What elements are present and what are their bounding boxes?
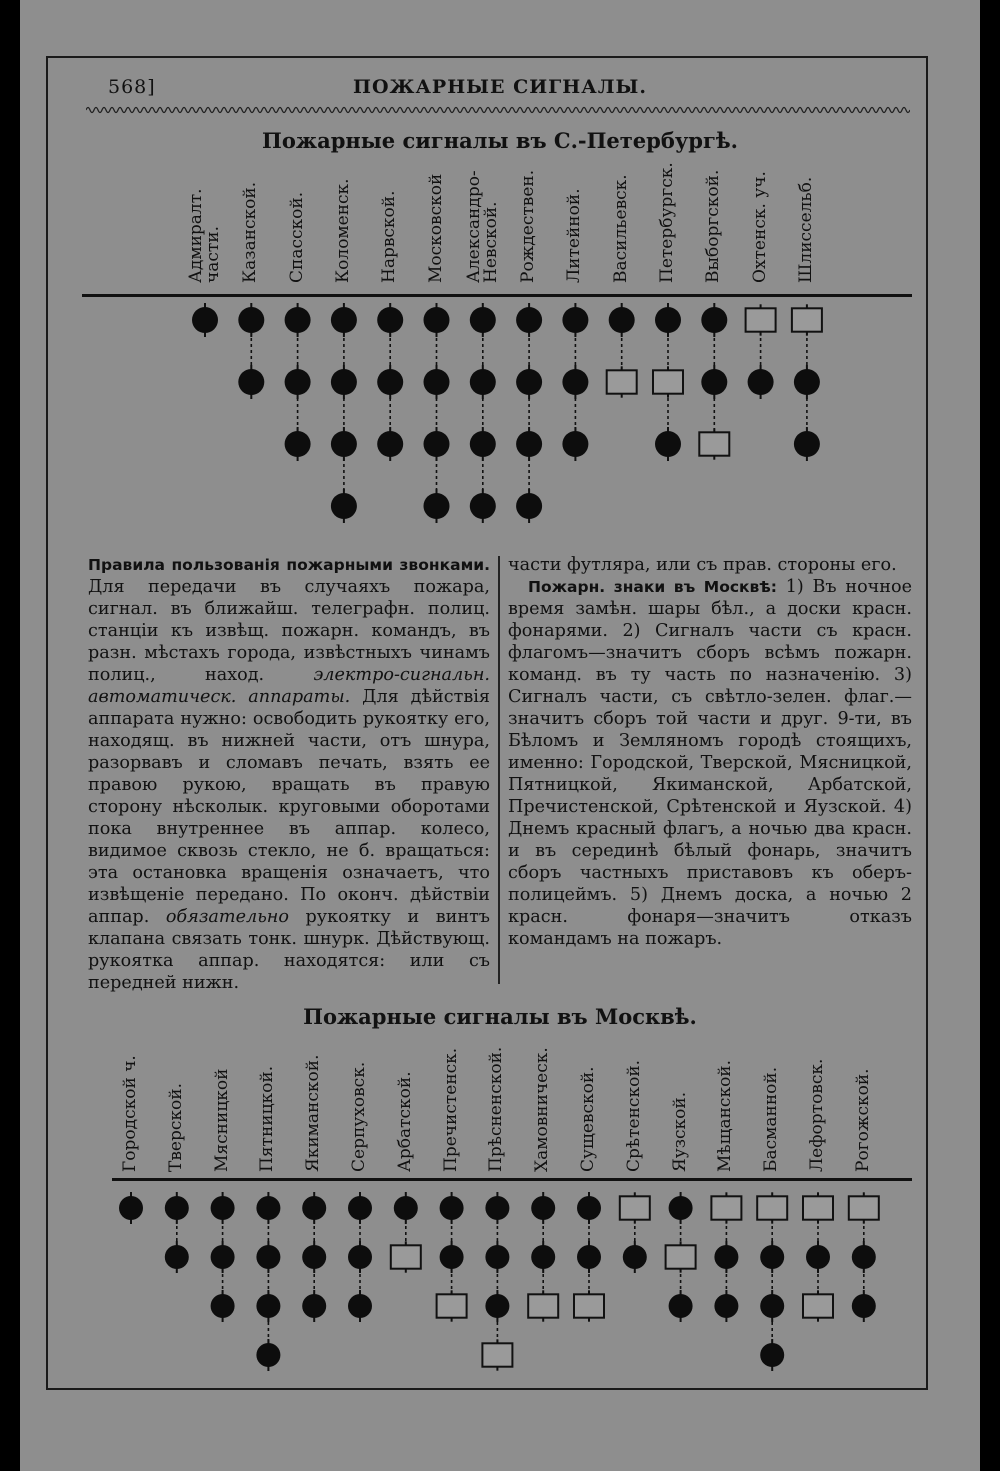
rules-text-3: рукоятку и винтъ клапана связать тонк. шнурк. Дѣйствующ. рукоятка аппар. находятся: или съ передней нижн. bbox=[88, 907, 490, 993]
spb-section-title: Пожарные сигналы въ С.-Петербургѣ. bbox=[262, 128, 738, 153]
signal-ball-icon bbox=[760, 1294, 784, 1318]
signal-ball-icon bbox=[623, 1245, 647, 1269]
signal-ball-icon bbox=[394, 1196, 418, 1220]
signal-ball-icon bbox=[806, 1245, 830, 1269]
moscow-label-13: Мѣщанской. bbox=[715, 1059, 736, 1172]
moscow-label-15: Лефортовск. bbox=[807, 1058, 827, 1172]
signal-square-icon bbox=[620, 1196, 650, 1219]
spb-label-12: Охтенск. уч. bbox=[749, 171, 770, 283]
moscow-signal-column-4 bbox=[302, 1192, 326, 1322]
spb-label-11: Выборгской. bbox=[703, 169, 724, 283]
signal-square-icon bbox=[849, 1196, 879, 1219]
moscow-signal-column-10 bbox=[574, 1192, 604, 1322]
signal-ball-icon bbox=[440, 1245, 464, 1269]
moscow-label-7: Пречистенск. bbox=[440, 1047, 461, 1172]
moscow-label-12: Яузской. bbox=[669, 1091, 690, 1172]
rules-text-2: Для дѣйствія аппарата нужно: освободить рукоятку его, находящ. въ нижней части, отъ шнура, разорвавъ и сломавъ печать, взять ее правою рукою, вращать въ правую сторону нѣсколык. круговыми оборотами пока внутреннее въ аппар. колесо, видимое сквозь стекло, не б. вращаться: эта остановка вращенія означаетъ, что извѣщеніе передано. По оконч. дѣйствіи аппар. bbox=[88, 687, 490, 927]
spb-label-7: Рождествен. bbox=[518, 169, 539, 283]
spb-label-10: Петербургск. bbox=[657, 162, 677, 283]
moscow-signal-column-11 bbox=[620, 1192, 650, 1273]
spb-label-13: Шлиссельб. bbox=[795, 176, 816, 283]
signal-square-icon bbox=[528, 1294, 558, 1317]
signal-square-icon bbox=[803, 1196, 833, 1219]
moscow-signal-column-15 bbox=[803, 1192, 833, 1321]
signal-ball-icon bbox=[348, 1196, 372, 1220]
rules-text-1: Для передачи въ случаяхъ пожара, сигнал. въ ближайш. телеграфн. полиц. станціи къ извѣщ. пожарн. командъ, въ разн. мѣстахъ города, извѣстныхъ чинамъ полиц., наход. bbox=[88, 577, 490, 685]
spb-label-6: Александро- Невской. bbox=[463, 170, 501, 283]
signal-ball-icon bbox=[577, 1245, 601, 1269]
signal-square-icon bbox=[711, 1196, 741, 1219]
signal-square-icon bbox=[757, 1196, 787, 1219]
signal-square-icon bbox=[666, 1245, 696, 1268]
signal-ball-icon bbox=[256, 1343, 280, 1367]
signal-square-icon bbox=[391, 1245, 421, 1268]
moscow-signal-column-9 bbox=[528, 1192, 558, 1322]
signal-ball-icon bbox=[302, 1245, 326, 1269]
rules-italic-2: обязательно bbox=[165, 907, 289, 927]
signal-ball-icon bbox=[714, 1245, 738, 1269]
moscow-label-8: Прѣсненской. bbox=[486, 1046, 507, 1172]
moscow-label-11: Срѣтенской. bbox=[623, 1059, 644, 1172]
moscow-signal-column-12 bbox=[666, 1192, 696, 1322]
rules-continuation: части футляра, или съ прав. стороны его. bbox=[508, 555, 897, 575]
signal-square-icon bbox=[482, 1343, 512, 1366]
moscow-signal-column-6 bbox=[391, 1192, 421, 1273]
moscow-section-title: Пожарные сигналы въ Москвѣ. bbox=[303, 1004, 697, 1029]
moscow-signal-column-5 bbox=[348, 1192, 372, 1322]
signal-ball-icon bbox=[302, 1196, 326, 1220]
signal-ball-icon bbox=[485, 1294, 509, 1318]
signal-square-icon bbox=[574, 1294, 604, 1317]
signal-ball-icon bbox=[211, 1294, 235, 1318]
signal-ball-icon bbox=[485, 1245, 509, 1269]
signal-ball-icon bbox=[485, 1196, 509, 1220]
rules-italic-1: электро-сигнальн. автоматическ. аппараты. bbox=[88, 665, 491, 707]
signal-ball-icon bbox=[760, 1245, 784, 1269]
rules-heading: Правила пользованія пожарными звонками. bbox=[88, 556, 490, 574]
signal-ball-icon bbox=[577, 1196, 601, 1220]
spb-label-9: Васильевск. bbox=[610, 174, 631, 283]
signal-ball-icon bbox=[211, 1196, 235, 1220]
spb-label-1: Казанской. bbox=[240, 181, 261, 283]
moscow-label-5: Серпуховск. bbox=[349, 1061, 369, 1172]
signal-ball-icon bbox=[256, 1196, 280, 1220]
running-title: ПОЖАРНЫЕ СИГНАЛЫ. bbox=[353, 76, 647, 98]
spb-label-8: Литейной. bbox=[564, 188, 585, 283]
moscow-label-6: Арбатской. bbox=[394, 1071, 415, 1172]
moscow-label-9: Хамовническ. bbox=[532, 1047, 553, 1172]
signal-ball-icon bbox=[165, 1245, 189, 1269]
moscow-label-16: Рогожской. bbox=[852, 1068, 873, 1172]
signal-ball-icon bbox=[714, 1294, 738, 1318]
signal-ball-icon bbox=[852, 1245, 876, 1269]
signal-square-icon bbox=[803, 1294, 833, 1317]
signal-ball-icon bbox=[211, 1245, 235, 1269]
moscow-signs-heading: Пожарн. знаки въ Москвѣ: bbox=[528, 578, 777, 596]
signal-ball-icon bbox=[531, 1245, 555, 1269]
spb-label-4: Нарвской. bbox=[379, 190, 400, 283]
moscow-signal-column-3 bbox=[256, 1192, 280, 1371]
signal-square-icon bbox=[437, 1294, 467, 1317]
moscow-signal-column-7 bbox=[437, 1192, 467, 1322]
moscow-label-1: Тверской. bbox=[165, 1083, 186, 1172]
moscow-signal-column-2 bbox=[211, 1192, 235, 1322]
moscow-label-10: Сущевской. bbox=[578, 1066, 598, 1172]
moscow-signal-column-8 bbox=[482, 1192, 512, 1371]
signal-ball-icon bbox=[165, 1196, 189, 1220]
moscow-signal-column-13 bbox=[711, 1192, 741, 1322]
signal-ball-icon bbox=[669, 1294, 693, 1318]
signal-ball-icon bbox=[669, 1196, 693, 1220]
spb-label-5: Московской bbox=[425, 173, 446, 283]
moscow-label-0: Городской ч. bbox=[120, 1055, 140, 1172]
spb-label-3: Коломенск. bbox=[332, 178, 353, 283]
signal-ball-icon bbox=[852, 1294, 876, 1318]
moscow-signal-column-14 bbox=[757, 1192, 787, 1371]
signal-ball-icon bbox=[348, 1294, 372, 1318]
moscow-label-14: Басманной. bbox=[761, 1066, 782, 1172]
signal-ball-icon bbox=[256, 1245, 280, 1269]
moscow-signs-text: 1) Въ ночное время замѣн. шары бѣл., а доски красн. фонарями. 2) Сигналъ части съ красн. флагомъ—значитъ сборъ всѣмъ пожарн. команд. въ ту часть по назначенію. 3) Сигналъ части, съ свѣтло-зелен. флаг.—значитъ сборъ той части и друг. 9-ти, въ Бѣломъ и Земляномъ городѣ стоящихъ, именно: Городской, Тверской, Мясницкой, Пятницкой, Якиманской, Арбатской, Пречистенской, Срѣтенской и Яузской. 4) Днемъ красный флагъ, а ночью два красн. и въ серединѣ бѣлый фонарь, значитъ сборъ частныхъ приставовъ къ оберъ-полицеймъ. 5) Днемъ доска, а ночью 2 красн. фонаря—значитъ отказъ командамъ на пожаръ. bbox=[508, 577, 913, 949]
signal-ball-icon bbox=[256, 1294, 280, 1318]
page-number: 568] bbox=[108, 76, 156, 98]
spb-label-2: Спасской. bbox=[286, 191, 307, 283]
moscow-label-2: Мясницкой bbox=[211, 1068, 232, 1172]
moscow-label-4: Якиманской. bbox=[303, 1054, 324, 1172]
signal-ball-icon bbox=[348, 1245, 372, 1269]
moscow-signal-column-0 bbox=[119, 1192, 143, 1224]
signal-ball-icon bbox=[119, 1196, 143, 1220]
signal-ball-icon bbox=[440, 1196, 464, 1220]
moscow-signal-column-1 bbox=[165, 1192, 189, 1273]
moscow-signal-column-16 bbox=[849, 1192, 879, 1322]
spb-label-0: Адмиралт. части. bbox=[186, 188, 223, 283]
signal-ball-icon bbox=[531, 1196, 555, 1220]
moscow-label-3: Пятницкой. bbox=[257, 1065, 278, 1172]
signal-ball-icon bbox=[760, 1343, 784, 1367]
signal-ball-icon bbox=[302, 1294, 326, 1318]
